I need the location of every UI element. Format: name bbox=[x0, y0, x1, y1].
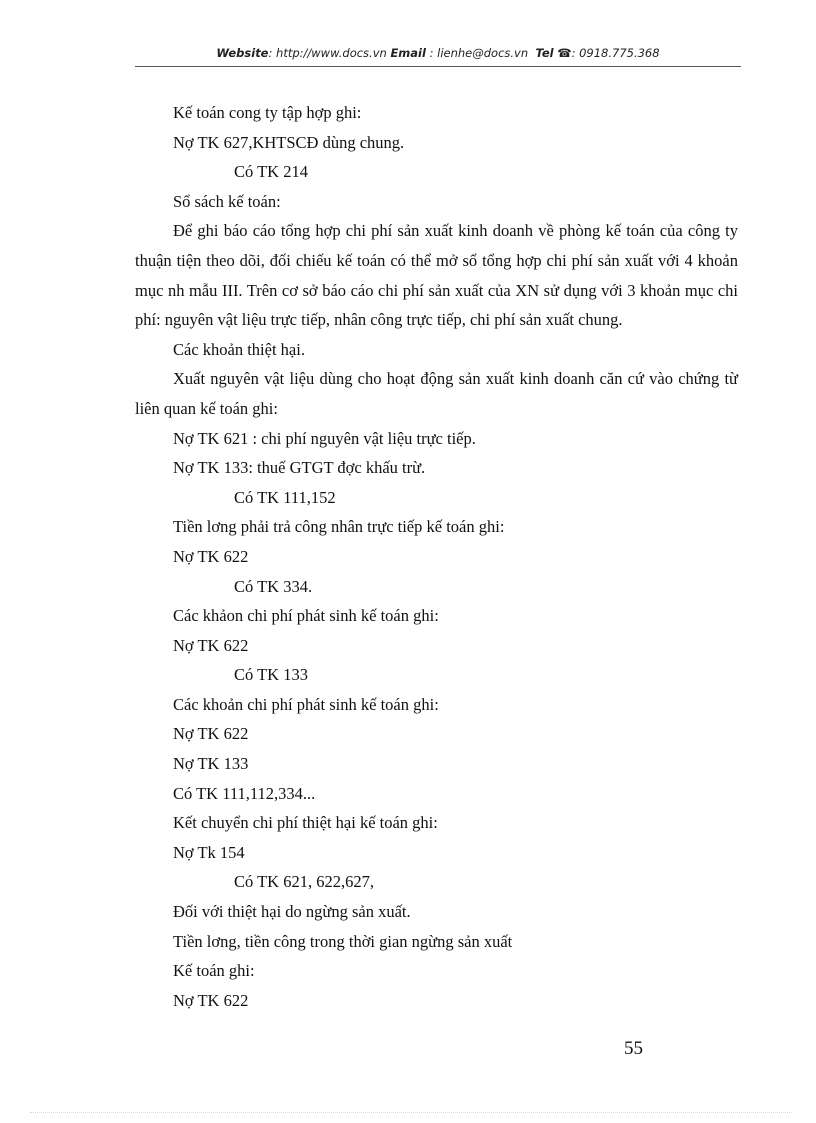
text-line: Tiền lơng phải trả công nhân trực tiếp kế toán ghi: bbox=[173, 517, 505, 537]
text-line: Các khảon chi phí phát sinh kế toán ghi: bbox=[173, 606, 439, 626]
header-divider bbox=[135, 66, 741, 67]
text-line: Các khoản chi phí phát sinh kế toán ghi: bbox=[173, 694, 439, 714]
text-line: Có TK 334. bbox=[234, 576, 313, 596]
text-line: Nợ TK 622 bbox=[173, 635, 249, 655]
text-line: Nợ TK 133 bbox=[173, 754, 249, 774]
tel-label: Tel bbox=[535, 46, 554, 60]
text-line: Tiền lơng, tiền công trong thời gian ngừng sản xuất bbox=[173, 931, 513, 951]
text-line: Nợ TK 622 bbox=[173, 546, 249, 566]
text-line: Nợ TK 622 bbox=[173, 724, 249, 744]
text-line: Nợ Tk 154 bbox=[173, 842, 245, 862]
text-line: Có TK 133 bbox=[234, 665, 308, 685]
text-line: Có TK 214 bbox=[234, 162, 308, 182]
tel-value: : 0918.775.368 bbox=[571, 46, 660, 60]
text-line: Đối với thiệt hại do ngừng sản xuất. bbox=[173, 902, 411, 922]
bottom-divider bbox=[30, 1112, 792, 1113]
page-number: 55 bbox=[624, 1038, 643, 1059]
document-body bbox=[135, 98, 738, 1015]
text-line: Nợ TK 627,KHTSCĐ dùng chung. bbox=[173, 132, 405, 152]
email-value: : lienhe@docs.vn bbox=[429, 46, 529, 60]
page-header bbox=[135, 46, 741, 60]
text-line: Nợ TK 133: thuế GTGT đợc khấu trừ. bbox=[173, 458, 426, 478]
text-line: Nợ TK 621 : chi phí nguyên vật liệu trực tiếp. bbox=[173, 428, 476, 448]
paragraph: Xuất nguyên vật liệu dùng cho hoạt động sản xuất kinh doanh căn cứ vào chứng từ liên quan kế toán ghi: bbox=[135, 369, 738, 418]
telephone-icon: ☎ bbox=[557, 46, 572, 60]
text-line: Kế toán cong ty tập hợp ghi: bbox=[173, 103, 362, 122]
text-line: Có TK 621, 622,627, bbox=[234, 872, 374, 892]
text-line: Nợ TK 622 bbox=[173, 990, 249, 1010]
text-line: Kế toán ghi: bbox=[173, 961, 255, 981]
paragraph: Để ghi báo cáo tổng hợp chi phí sản xuất kinh doanh về phòng kế toán của công ty thuận tiện theo dõi, đối chiếu kế toán có thể mở sổ tổng hợp chi phí sản xuất với 4 khoản mục nh mẫu III. Trên cơ sở báo cáo chi phí sản xuất của XN sử dụng với 3 khoản mục chi phí: nguyên vật liệu trực tiếp, nhân công trực tiếp, chi phí sản xuất chung. bbox=[135, 221, 738, 330]
text-line: Có TK 111,112,334... bbox=[173, 783, 316, 803]
text-line: Có TK 111,152 bbox=[234, 487, 336, 507]
email-label: Email bbox=[390, 46, 426, 60]
text-line: Sổ sách kế toán: bbox=[173, 191, 281, 211]
website-label: Website bbox=[216, 46, 269, 60]
website-value: : http://www.docs.vn bbox=[268, 46, 387, 60]
text-line: Các khoản thiệt hại. bbox=[173, 339, 305, 359]
text-line: Kết chuyển chi phí thiệt hại kế toán ghi: bbox=[173, 813, 438, 833]
